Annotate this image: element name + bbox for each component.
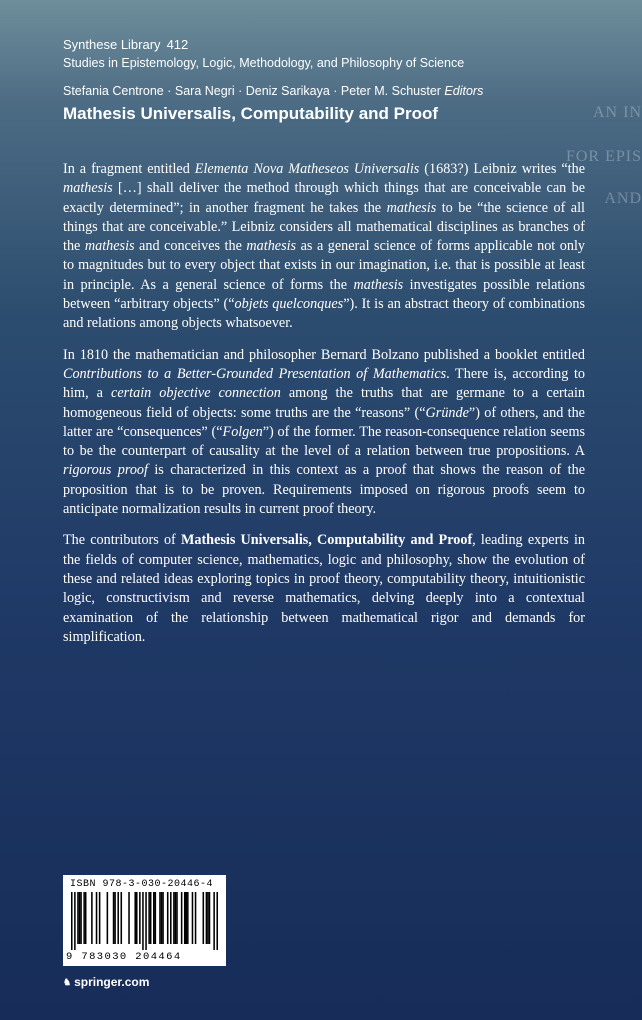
- barcode-bar: [153, 892, 155, 944]
- blurb-paragraph-2: In 1810 the mathematician and philosopher Bernard Bolzano published a booklet entitled Contributions to a Better-Grounded Presentation of Mathematics. There is, according to him, a certain objective connection among the truths that are germane to a certain homogeneous field of objects: some truths are the “reasons” (“Gründe”) of others, and the latter are “consequences” (“Folgen”) of the former. The reason-consequence relation seems to be the counterpart of causality at the level of a relation between true propositions. A rigorous proof is characterized in this context as a proof that shows the reason of the proposition that is to be proven. Requirements imposed on rigorous proofs seem to anticipate normalization results in current proof theory.: [63, 346, 585, 518]
- barcode-bar: [195, 892, 197, 944]
- barcode-bar: [128, 892, 130, 944]
- blurb-paragraph-1: In a fragment entitled Elementa Nova Matheseos Universalis (1683?) Leibniz writes “the mathesis […] shall deliver the method through which things that are conceivable can be exactly determined”; in another fragment he takes the mathesis to be “the science of all things that are conceivable.” Leibniz considers all mathematical disciplines as branches of the mathesis and conceives the mathesis as a general science of forms applicable not only to magnitudes but to every object that exists in our imagination, i.e. that is possible at least in principle. As a general science of forms the mathesis investigates possible relations between “arbitrary objects” (“objets quelconques”). It is an abstract theory of combinations and relations among objects whatsoever.: [63, 161, 586, 332]
- barcode-bar: [77, 892, 79, 944]
- barcode-bar: [117, 892, 119, 944]
- spine-text-1: AN IN: [593, 104, 642, 121]
- barcode-bar: [175, 892, 177, 944]
- editors-line: [63, 84, 483, 98]
- barcode-bar: [139, 892, 141, 944]
- barcode-bar: [80, 892, 82, 944]
- editor-names: Stefania Centrone · Sara Negri · Deniz Sarikaya · Peter M. Schuster: [63, 84, 441, 98]
- series-subtitle: Studies in Epistemology, Logic, Methodology, and Philosophy of Science: [63, 56, 465, 70]
- barcode-bar: [209, 892, 211, 944]
- barcode-bar: [150, 892, 152, 944]
- barcode-bar: [83, 892, 85, 944]
- barcode-bar: [85, 892, 87, 944]
- barcode-bar: [206, 892, 208, 944]
- barcode-bar: [121, 892, 123, 944]
- barcode-bar: [142, 892, 144, 950]
- barcode-bar: [148, 892, 150, 944]
- barcode-bar: [99, 892, 101, 944]
- blurb-paragraph-3: The contributors of Mathesis Universalis, Computability and Proof, leading experts in the fields of computer science, mathematics, logic and philosophy, show the evolution of these and related ideas exploring topics in proof theory, computability theory, intuitionistic logic, constructivism and reverse mathematics, delving deeply into a contextual examination of the relationship between mathematical rigor and demands for simplification.: [63, 532, 586, 645]
- barcode-bar: [162, 892, 164, 944]
- barcode-bar: [91, 892, 93, 944]
- spine-text-2: FOR EPIS: [565, 148, 642, 165]
- series-name: Synthese Library: [63, 37, 161, 52]
- barcode-bar: [170, 892, 172, 944]
- publisher-logo[interactable]: [63, 975, 149, 989]
- barcode-bar: [136, 892, 138, 944]
- blurb-body: [63, 160, 585, 659]
- barcode-bar: [187, 892, 189, 944]
- barcode-bar: [107, 892, 109, 944]
- barcode-digits: 9 783030 204464: [66, 951, 182, 963]
- barcode-bars: [71, 892, 218, 950]
- barcode-bar: [167, 892, 169, 944]
- editor-role: Editors: [444, 84, 484, 98]
- barcode-bar: [74, 892, 76, 950]
- barcode-bar: [173, 892, 175, 944]
- barcode-box: [63, 875, 226, 966]
- barcode-bar: [184, 892, 186, 944]
- barcode-bar: [114, 892, 116, 944]
- barcode-bar: [113, 892, 115, 944]
- barcode-bar: [207, 892, 209, 944]
- barcode-bar: [176, 892, 178, 944]
- barcode-bar: [186, 892, 188, 944]
- spine-text-3: AND: [604, 190, 642, 207]
- series-number: 412: [166, 37, 189, 52]
- barcode-bar: [159, 892, 161, 944]
- isbn-label: ISBN 978-3-030-20446-4: [70, 879, 214, 890]
- barcode-bar: [192, 892, 194, 944]
- barcode-bar: [79, 892, 81, 944]
- series-line: [63, 35, 188, 55]
- publisher-url: springer.com: [74, 975, 150, 989]
- barcode-bar: [145, 892, 147, 950]
- barcode-bar: [96, 892, 98, 944]
- barcode-bar: [181, 892, 183, 944]
- barcode-bar: [216, 892, 218, 950]
- barcode-bar: [155, 892, 157, 944]
- book-title: Mathesis Universalis, Computability and Proof: [63, 104, 439, 123]
- barcode-bar: [213, 892, 215, 950]
- barcode-bar: [71, 892, 73, 950]
- barcode-bar: [161, 892, 163, 944]
- barcode-bar: [134, 892, 136, 944]
- barcode-bar: [203, 892, 205, 944]
- springer-horse-icon: ♞: [63, 976, 72, 987]
